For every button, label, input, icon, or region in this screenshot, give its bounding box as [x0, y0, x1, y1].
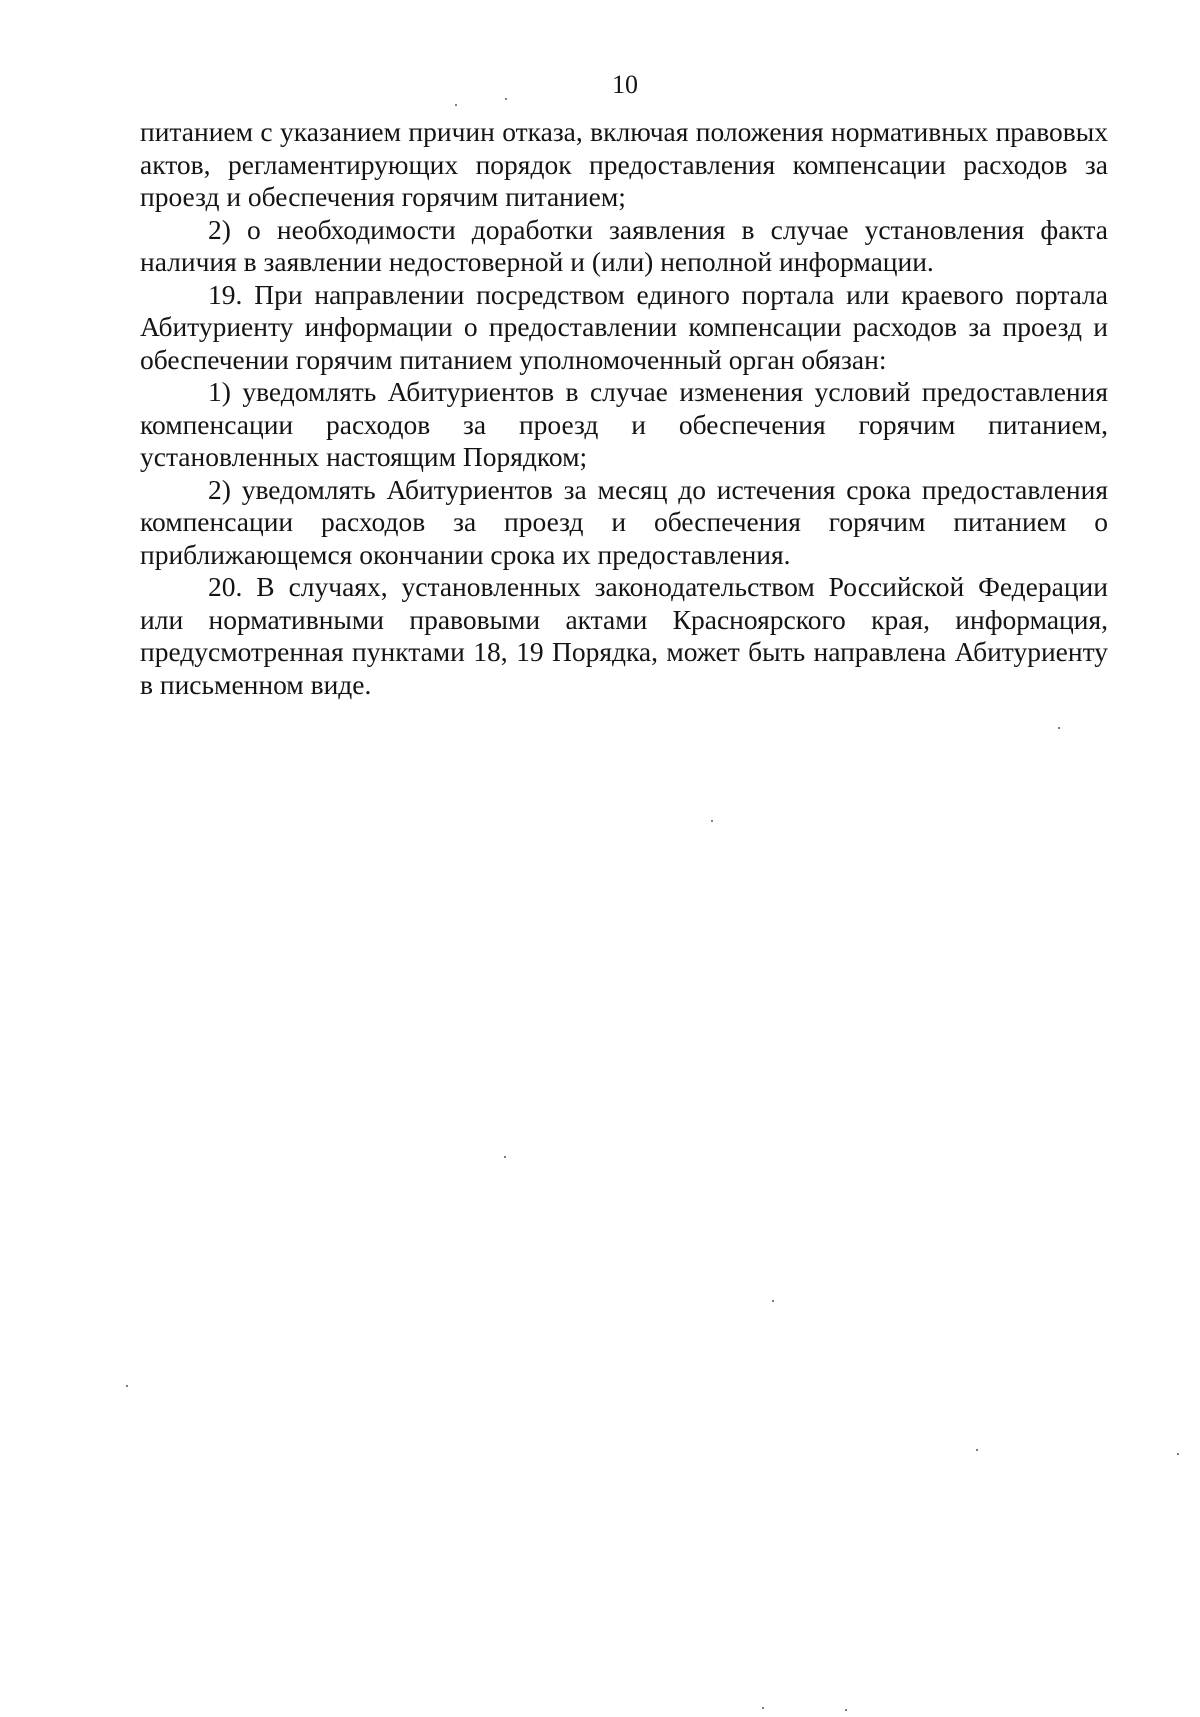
paragraph-item-18-2: 2) о необходимости доработки заявления в случае установления факта наличия в заявлении недостоверной и (или) неполной информации.: [140, 213, 1108, 277]
scan-speck: [976, 1449, 978, 1451]
scan-speck: [455, 104, 457, 106]
scan-speck: [772, 1300, 774, 1302]
scan-speck: [1058, 727, 1060, 729]
paragraph-clause-20: 20. В случаях, установленных законодательством Российской Федерации или нормативными правовыми актами Красноярского края, информация, предусмотренная пунктами 18, 19 Порядка, может быть направлена Абитуриенту в письменном виде.: [140, 571, 1108, 700]
scan-speck: [762, 1707, 764, 1709]
scan-speck: [126, 1385, 128, 1387]
scan-speck: [505, 98, 507, 100]
scan-speck: [504, 1156, 506, 1158]
scan-speck: [711, 820, 713, 822]
scan-speck: [845, 1709, 847, 1711]
paragraph-item-19-2: 2) уведомлять Абитуриентов за месяц до истечения срока предоставления компенсации расходов за проезд и обеспечения горячим питанием о приближающемся окончании срока их предоставления.: [140, 473, 1108, 570]
paragraph-item-19-1: 1) уведомлять Абитуриентов в случае изменения условий предоставления компенсации расходов за проезд и обеспечения горячим питанием, установленных настоящим Порядком;: [140, 376, 1108, 472]
paragraph-continuation: питанием с указанием причин отказа, включая положения нормативных правовых актов, регламентирующих порядок предоставления компенсации расходов за проезд и обеспечения горячим питанием;: [140, 116, 1108, 212]
paragraph-clause-19: 19. При направлении посредством единого портала или краевого портала Абитуриенту информации о предоставлении компенсации расходов за проезд и обеспечении горячим питанием уполномоченный орган обязан:: [140, 278, 1108, 375]
document-body: [140, 116, 1108, 701]
page-number: 10: [612, 70, 638, 99]
scan-speck: [1177, 1453, 1179, 1455]
